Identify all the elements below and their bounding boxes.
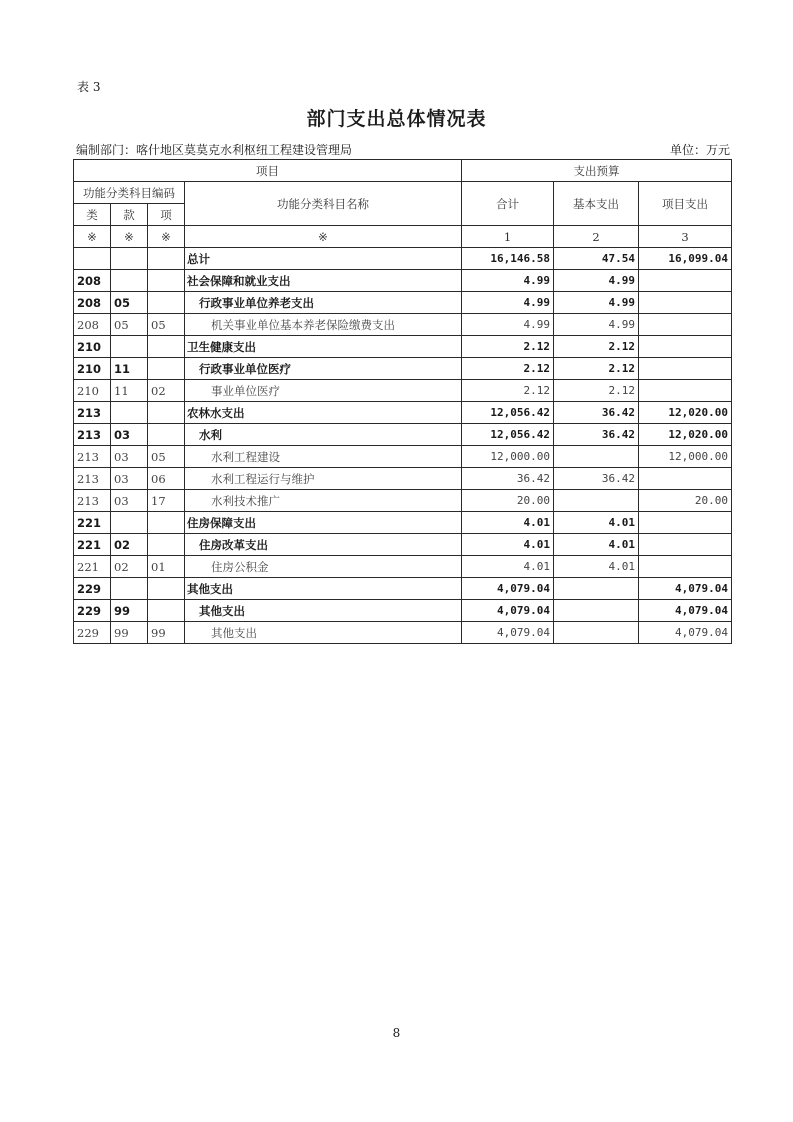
total-cell: 36.42: [462, 468, 554, 490]
project-cell: 20.00: [639, 490, 732, 512]
total-cell: 4.01: [462, 556, 554, 578]
project-cell: [639, 270, 732, 292]
header-basic: 基本支出: [554, 182, 639, 226]
basic-cell: [554, 622, 639, 644]
total-cell: 20.00: [462, 490, 554, 512]
header-row-4: [74, 226, 732, 248]
kuan-cell: [111, 270, 148, 292]
project-cell: [639, 556, 732, 578]
header-code-group: 功能分类科目编码: [74, 182, 185, 204]
basic-cell: 4.01: [554, 534, 639, 556]
project-cell: [639, 292, 732, 314]
name-cell: 水利: [185, 424, 462, 446]
name-cell: 其他支出: [185, 578, 462, 600]
lei-cell: 210: [74, 380, 111, 402]
project-cell: [639, 314, 732, 336]
col-index-2: 2: [554, 226, 639, 248]
kuan-cell: 05: [111, 292, 148, 314]
header-project-exp: 项目支出: [639, 182, 732, 226]
header-row-1: [74, 160, 732, 182]
kuan-cell: 11: [111, 380, 148, 402]
department-label: 编制部门：喀什地区莫莫克水利枢纽工程建设管理局: [76, 143, 353, 157]
basic-cell: 2.12: [554, 380, 639, 402]
lei-cell: 208: [74, 314, 111, 336]
total-cell: 4,079.04: [462, 578, 554, 600]
xiang-cell: 99: [148, 622, 185, 644]
kuan-cell: [111, 578, 148, 600]
project-cell: [639, 468, 732, 490]
name-cell: 住房保障支出: [185, 512, 462, 534]
table-row: [74, 402, 732, 424]
kuan-cell: 03: [111, 424, 148, 446]
name-cell: 卫生健康支出: [185, 336, 462, 358]
project-cell: [639, 512, 732, 534]
project-cell: 16,099.04: [639, 248, 732, 270]
mark-xiang: ※: [148, 226, 185, 248]
name-cell: 行政事业单位养老支出: [185, 292, 462, 314]
name-cell: 机关事业单位基本养老保险缴费支出: [185, 314, 462, 336]
header-project: 项目: [74, 160, 462, 182]
total-cell: 4.99: [462, 314, 554, 336]
basic-cell: 4.01: [554, 556, 639, 578]
table-row: [74, 314, 732, 336]
table-row: [74, 556, 732, 578]
xiang-cell: [148, 358, 185, 380]
header-name: 功能分类科目名称: [185, 182, 462, 226]
project-cell: 4,079.04: [639, 622, 732, 644]
xiang-cell: 05: [148, 446, 185, 468]
kuan-cell: 03: [111, 446, 148, 468]
project-cell: 12,000.00: [639, 446, 732, 468]
project-cell: 12,020.00: [639, 424, 732, 446]
basic-cell: 36.42: [554, 402, 639, 424]
header-total: 合计: [462, 182, 554, 226]
kuan-cell: [111, 336, 148, 358]
table-row: [74, 490, 732, 512]
name-cell: 水利工程建设: [185, 446, 462, 468]
xiang-cell: [148, 336, 185, 358]
table-row: [74, 512, 732, 534]
name-cell: 总计: [185, 248, 462, 270]
total-cell: 4.99: [462, 292, 554, 314]
xiang-cell: [148, 402, 185, 424]
basic-cell: 2.12: [554, 358, 639, 380]
xiang-cell: 06: [148, 468, 185, 490]
lei-cell: 213: [74, 424, 111, 446]
project-cell: 4,079.04: [639, 600, 732, 622]
lei-cell: [74, 248, 111, 270]
lei-cell: 229: [74, 600, 111, 622]
name-cell: 其他支出: [185, 600, 462, 622]
kuan-cell: [111, 402, 148, 424]
xiang-cell: [148, 424, 185, 446]
page-number: 8: [392, 1026, 401, 1040]
table-row: [74, 380, 732, 402]
project-cell: [639, 358, 732, 380]
xiang-cell: [148, 292, 185, 314]
xiang-cell: [148, 534, 185, 556]
unit-label: 单位：万元: [669, 143, 730, 157]
total-cell: 4.01: [462, 534, 554, 556]
project-cell: [639, 336, 732, 358]
name-cell: 事业单位医疗: [185, 380, 462, 402]
header-lei: 类: [74, 204, 111, 226]
lei-cell: 213: [74, 402, 111, 424]
total-cell: 2.12: [462, 358, 554, 380]
project-cell: 4,079.04: [639, 578, 732, 600]
kuan-cell: [111, 512, 148, 534]
basic-cell: 4.99: [554, 314, 639, 336]
xiang-cell: 17: [148, 490, 185, 512]
table-row: [74, 292, 732, 314]
project-cell: [639, 380, 732, 402]
lei-cell: 208: [74, 270, 111, 292]
xiang-cell: 01: [148, 556, 185, 578]
total-cell: 4.99: [462, 270, 554, 292]
lei-cell: 208: [74, 292, 111, 314]
total-cell: 4,079.04: [462, 622, 554, 644]
name-cell: 住房公积金: [185, 556, 462, 578]
kuan-cell: 03: [111, 468, 148, 490]
kuan-cell: 11: [111, 358, 148, 380]
name-cell: 水利工程运行与维护: [185, 468, 462, 490]
total-cell: 2.12: [462, 336, 554, 358]
mark-name: ※: [185, 226, 462, 248]
name-cell: 其他支出: [185, 622, 462, 644]
xiang-cell: [148, 512, 185, 534]
basic-cell: 4.01: [554, 512, 639, 534]
header-budget: 支出预算: [462, 160, 732, 182]
xiang-cell: [148, 270, 185, 292]
total-cell: 4,079.04: [462, 600, 554, 622]
total-cell: 16,146.58: [462, 248, 554, 270]
project-cell: 12,020.00: [639, 402, 732, 424]
table-row: [74, 358, 732, 380]
kuan-cell: 99: [111, 622, 148, 644]
table-row: [74, 578, 732, 600]
lei-cell: 229: [74, 622, 111, 644]
table-row: [74, 270, 732, 292]
table-row: [74, 446, 732, 468]
mark-kuan: ※: [111, 226, 148, 248]
table-row: [74, 248, 732, 270]
lei-cell: 210: [74, 336, 111, 358]
basic-cell: 36.42: [554, 424, 639, 446]
kuan-cell: 02: [111, 556, 148, 578]
basic-cell: [554, 446, 639, 468]
basic-cell: 47.54: [554, 248, 639, 270]
total-cell: 4.01: [462, 512, 554, 534]
table-row: [74, 534, 732, 556]
table-row: [74, 468, 732, 490]
lei-cell: 210: [74, 358, 111, 380]
total-cell: 12,056.42: [462, 424, 554, 446]
lei-cell: 213: [74, 490, 111, 512]
table-body: [74, 160, 732, 644]
total-cell: 2.12: [462, 380, 554, 402]
basic-cell: [554, 600, 639, 622]
header-xiang: 项: [148, 204, 185, 226]
xiang-cell: [148, 578, 185, 600]
lei-cell: 229: [74, 578, 111, 600]
kuan-cell: [111, 248, 148, 270]
lei-cell: 221: [74, 556, 111, 578]
expenditure-table: [73, 159, 732, 644]
kuan-cell: 99: [111, 600, 148, 622]
name-cell: 行政事业单位医疗: [185, 358, 462, 380]
col-index-3: 3: [639, 226, 732, 248]
table-row: [74, 622, 732, 644]
basic-cell: [554, 490, 639, 512]
xiang-cell: [148, 248, 185, 270]
basic-cell: 4.99: [554, 292, 639, 314]
total-cell: 12,000.00: [462, 446, 554, 468]
table-row: [74, 600, 732, 622]
table-label: 表 3: [77, 80, 101, 94]
name-cell: 住房改革支出: [185, 534, 462, 556]
header-kuan: 款: [111, 204, 148, 226]
page-title: 部门支出总体情况表: [306, 108, 487, 130]
xiang-cell: [148, 600, 185, 622]
lei-cell: 213: [74, 446, 111, 468]
basic-cell: 4.99: [554, 270, 639, 292]
table-row: [74, 424, 732, 446]
kuan-cell: 05: [111, 314, 148, 336]
lei-cell: 213: [74, 468, 111, 490]
xiang-cell: 02: [148, 380, 185, 402]
col-index-1: 1: [462, 226, 554, 248]
kuan-cell: 02: [111, 534, 148, 556]
basic-cell: [554, 578, 639, 600]
mark-lei: ※: [74, 226, 111, 248]
header-row-2: [74, 182, 732, 204]
table-row: [74, 336, 732, 358]
total-cell: 12,056.42: [462, 402, 554, 424]
lei-cell: 221: [74, 534, 111, 556]
xiang-cell: 05: [148, 314, 185, 336]
kuan-cell: 03: [111, 490, 148, 512]
basic-cell: 36.42: [554, 468, 639, 490]
project-cell: [639, 534, 732, 556]
name-cell: 社会保障和就业支出: [185, 270, 462, 292]
name-cell: 农林水支出: [185, 402, 462, 424]
lei-cell: 221: [74, 512, 111, 534]
basic-cell: 2.12: [554, 336, 639, 358]
name-cell: 水利技术推广: [185, 490, 462, 512]
